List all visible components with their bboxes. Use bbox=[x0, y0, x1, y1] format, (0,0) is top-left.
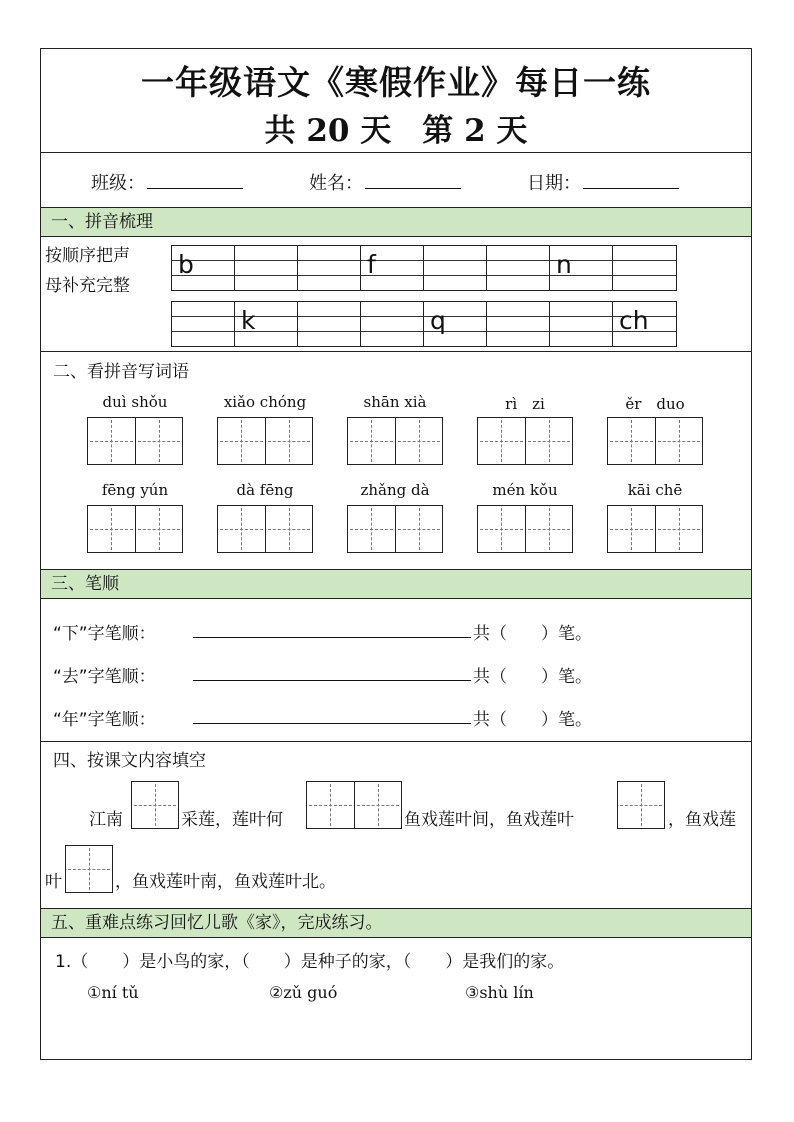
guide-line bbox=[111, 420, 112, 462]
pinyin-strip-2 bbox=[171, 301, 677, 347]
guide-line bbox=[172, 331, 234, 332]
pinyin-prompt: rì zi bbox=[505, 395, 545, 413]
stroke-count: 共（ ）笔。 bbox=[473, 624, 592, 644]
pinyin-letter: ch bbox=[619, 306, 649, 335]
guide-line bbox=[298, 275, 360, 276]
pinyin-cell[interactable] bbox=[298, 246, 361, 290]
guide-line bbox=[487, 275, 549, 276]
stroke-order-row bbox=[53, 619, 592, 644]
guide-line bbox=[241, 420, 242, 462]
guide-line bbox=[289, 420, 290, 462]
section4-heading: 四、按课文内容填空 bbox=[53, 751, 206, 771]
tianzige-cell[interactable] bbox=[478, 506, 525, 552]
tianzige-cell[interactable] bbox=[525, 506, 572, 552]
guide-line bbox=[679, 420, 680, 462]
section5-heading: 五、重难点练习回忆儿歌《家》，完成练习。 bbox=[41, 908, 751, 938]
pinyin-cell[interactable] bbox=[487, 302, 550, 346]
tianzige-box[interactable] bbox=[217, 417, 313, 465]
page-subtitle: 共 20 天 第 2 天 bbox=[264, 113, 528, 149]
guide-line bbox=[235, 275, 297, 276]
tianzige-cell[interactable] bbox=[348, 418, 395, 464]
guide-line bbox=[241, 508, 242, 550]
guide-line bbox=[361, 331, 423, 332]
answer-box[interactable] bbox=[306, 781, 402, 829]
pinyin-letter: b bbox=[178, 250, 194, 279]
stroke-label: “年”字笔顺： bbox=[53, 710, 156, 730]
pinyin-prompt: shān xià bbox=[363, 393, 427, 411]
tianzige-cell[interactable] bbox=[348, 506, 395, 552]
stroke-answer-line[interactable] bbox=[193, 680, 471, 681]
guide-line bbox=[501, 508, 502, 550]
option-3: ③shù lín bbox=[465, 983, 534, 1002]
guide-line bbox=[549, 420, 550, 462]
guide-line bbox=[679, 508, 680, 550]
guide-line bbox=[298, 316, 360, 317]
guide-line bbox=[172, 316, 234, 317]
guide-line bbox=[289, 508, 290, 550]
guide-line bbox=[424, 260, 486, 261]
class-blank[interactable] bbox=[147, 170, 243, 189]
pinyin-prompt: duì shǒu bbox=[102, 393, 168, 411]
section1-heading: 一、拼音梳理 bbox=[41, 207, 751, 237]
guide-line bbox=[631, 508, 632, 550]
guide-line bbox=[371, 420, 372, 462]
name-label: 姓名： bbox=[309, 173, 363, 194]
tianzige-cell[interactable] bbox=[655, 418, 702, 464]
pinyin-prompt: mén kǒu bbox=[492, 481, 558, 499]
tianzige-cell[interactable] bbox=[135, 506, 182, 552]
guide-line bbox=[298, 331, 360, 332]
pinyin-prompt: fēng yún bbox=[101, 481, 169, 499]
pinyin-letter: f bbox=[367, 250, 376, 279]
passage-text: ，鱼戏莲 bbox=[668, 810, 736, 830]
passage-text: 叶 bbox=[45, 872, 62, 892]
tianzige-cell[interactable] bbox=[88, 418, 135, 464]
pinyin-cell bbox=[424, 302, 487, 346]
class-label: 班级： bbox=[91, 173, 145, 194]
tianzige-cell[interactable] bbox=[88, 506, 135, 552]
option-1: ①ní tǔ bbox=[87, 983, 139, 1002]
tianzige-box[interactable] bbox=[477, 505, 573, 553]
worksheet bbox=[40, 48, 752, 1060]
pinyin-prompt: ěr duo bbox=[625, 395, 685, 413]
tianzige-cell[interactable] bbox=[608, 418, 655, 464]
tianzige-cell[interactable] bbox=[265, 418, 312, 464]
pinyin-prompt: zhǎng dà bbox=[360, 481, 430, 499]
tianzige-box[interactable] bbox=[87, 417, 183, 465]
stroke-count: 共（ ）笔。 bbox=[473, 667, 592, 687]
passage-text: 江南 bbox=[89, 810, 123, 830]
guide-line bbox=[159, 420, 160, 462]
pinyin-prompt: xiǎo chóng bbox=[223, 393, 307, 411]
pinyin-cell bbox=[550, 246, 613, 290]
section1-instruction: 按顺序把声 母补充完整 bbox=[45, 246, 130, 296]
name-blank[interactable] bbox=[365, 170, 461, 189]
tianzige-cell[interactable] bbox=[395, 418, 442, 464]
guide-line bbox=[550, 331, 612, 332]
pinyin-cell bbox=[235, 302, 298, 346]
pinyin-cell[interactable] bbox=[487, 246, 550, 290]
guide-line bbox=[159, 508, 160, 550]
pinyin-prompt: dà fēng bbox=[236, 481, 294, 499]
divider bbox=[41, 741, 751, 742]
passage-text: ，鱼戏莲叶南，鱼戏莲叶北。 bbox=[115, 872, 336, 892]
page-title: 一年级语文《寒假作业》每日一练 bbox=[141, 63, 651, 102]
answer-box[interactable] bbox=[65, 845, 113, 893]
tianzige-cell[interactable] bbox=[655, 506, 702, 552]
date-blank[interactable] bbox=[583, 170, 679, 189]
guide-line bbox=[549, 508, 550, 550]
answer-box[interactable] bbox=[131, 781, 179, 829]
stroke-label: “下”字笔顺： bbox=[53, 624, 156, 644]
stroke-label: “去”字笔顺： bbox=[53, 667, 156, 687]
date-field bbox=[527, 169, 679, 195]
pinyin-letter: n bbox=[556, 250, 572, 279]
divider bbox=[41, 351, 751, 352]
name-field bbox=[309, 169, 461, 195]
guide-line bbox=[487, 316, 549, 317]
guide-line bbox=[613, 260, 676, 261]
pinyin-cell bbox=[172, 246, 235, 290]
passage-text: 鱼戏莲叶间，鱼戏莲叶 bbox=[404, 810, 574, 830]
guide-line bbox=[487, 260, 549, 261]
guide-line bbox=[419, 420, 420, 462]
stroke-answer-line[interactable] bbox=[193, 637, 471, 638]
stroke-count: 共（ ）笔。 bbox=[473, 710, 592, 730]
tianzige-box[interactable] bbox=[607, 505, 703, 553]
question-1: 1.（ ）是小鸟的家，（ ）是种子的家，（ ）是我们的家。 bbox=[55, 952, 565, 972]
pinyin-letter: q bbox=[430, 306, 446, 335]
tianzige-cell[interactable] bbox=[478, 418, 525, 464]
guide-line bbox=[361, 316, 423, 317]
stroke-order-row bbox=[53, 705, 592, 730]
passage-text: 采莲，莲叶何 bbox=[181, 810, 283, 830]
guide-line bbox=[631, 420, 632, 462]
pinyin-cell[interactable] bbox=[298, 302, 361, 346]
class-field bbox=[91, 169, 243, 195]
tianzige-box[interactable] bbox=[607, 417, 703, 465]
pinyin-cell bbox=[613, 302, 676, 346]
tianzige-box[interactable] bbox=[87, 505, 183, 553]
answer-box[interactable] bbox=[617, 781, 665, 829]
section2-heading: 二、看拼音写词语 bbox=[53, 362, 189, 382]
guide-line bbox=[111, 508, 112, 550]
guide-line bbox=[487, 331, 549, 332]
tianzige-box[interactable] bbox=[477, 417, 573, 465]
pinyin-cell[interactable] bbox=[172, 302, 235, 346]
tianzige-box[interactable] bbox=[347, 505, 443, 553]
divider bbox=[41, 152, 751, 153]
pinyin-cell[interactable] bbox=[361, 302, 424, 346]
pinyin-letter: k bbox=[241, 306, 256, 335]
guide-line bbox=[419, 508, 420, 550]
section3-heading: 三、笔顺 bbox=[41, 569, 751, 599]
tianzige-cell[interactable] bbox=[218, 506, 265, 552]
tianzige-cell[interactable] bbox=[265, 506, 312, 552]
tianzige-box[interactable] bbox=[347, 417, 443, 465]
pinyin-cell[interactable] bbox=[550, 302, 613, 346]
option-2: ②zǔ guó bbox=[269, 983, 338, 1002]
guide-line bbox=[298, 260, 360, 261]
pinyin-cell[interactable] bbox=[613, 246, 676, 290]
guide-line bbox=[613, 275, 676, 276]
tianzige-cell[interactable] bbox=[135, 418, 182, 464]
guide-line bbox=[424, 275, 486, 276]
tianzige-cell[interactable] bbox=[218, 418, 265, 464]
tianzige-cell[interactable] bbox=[608, 506, 655, 552]
pinyin-cell[interactable] bbox=[424, 246, 487, 290]
pinyin-prompt: kāi chē bbox=[627, 481, 683, 499]
stroke-answer-line[interactable] bbox=[193, 723, 471, 724]
pinyin-cell[interactable] bbox=[235, 246, 298, 290]
pinyin-cell bbox=[361, 246, 424, 290]
tianzige-cell[interactable] bbox=[525, 418, 572, 464]
guide-line bbox=[235, 260, 297, 261]
pinyin-strip-1 bbox=[171, 245, 677, 291]
tianzige-box[interactable] bbox=[217, 505, 313, 553]
guide-line bbox=[550, 316, 612, 317]
tianzige-cell[interactable] bbox=[395, 506, 442, 552]
date-label: 日期： bbox=[527, 173, 581, 194]
guide-line bbox=[501, 420, 502, 462]
guide-line bbox=[371, 508, 372, 550]
stroke-order-row bbox=[53, 662, 592, 687]
